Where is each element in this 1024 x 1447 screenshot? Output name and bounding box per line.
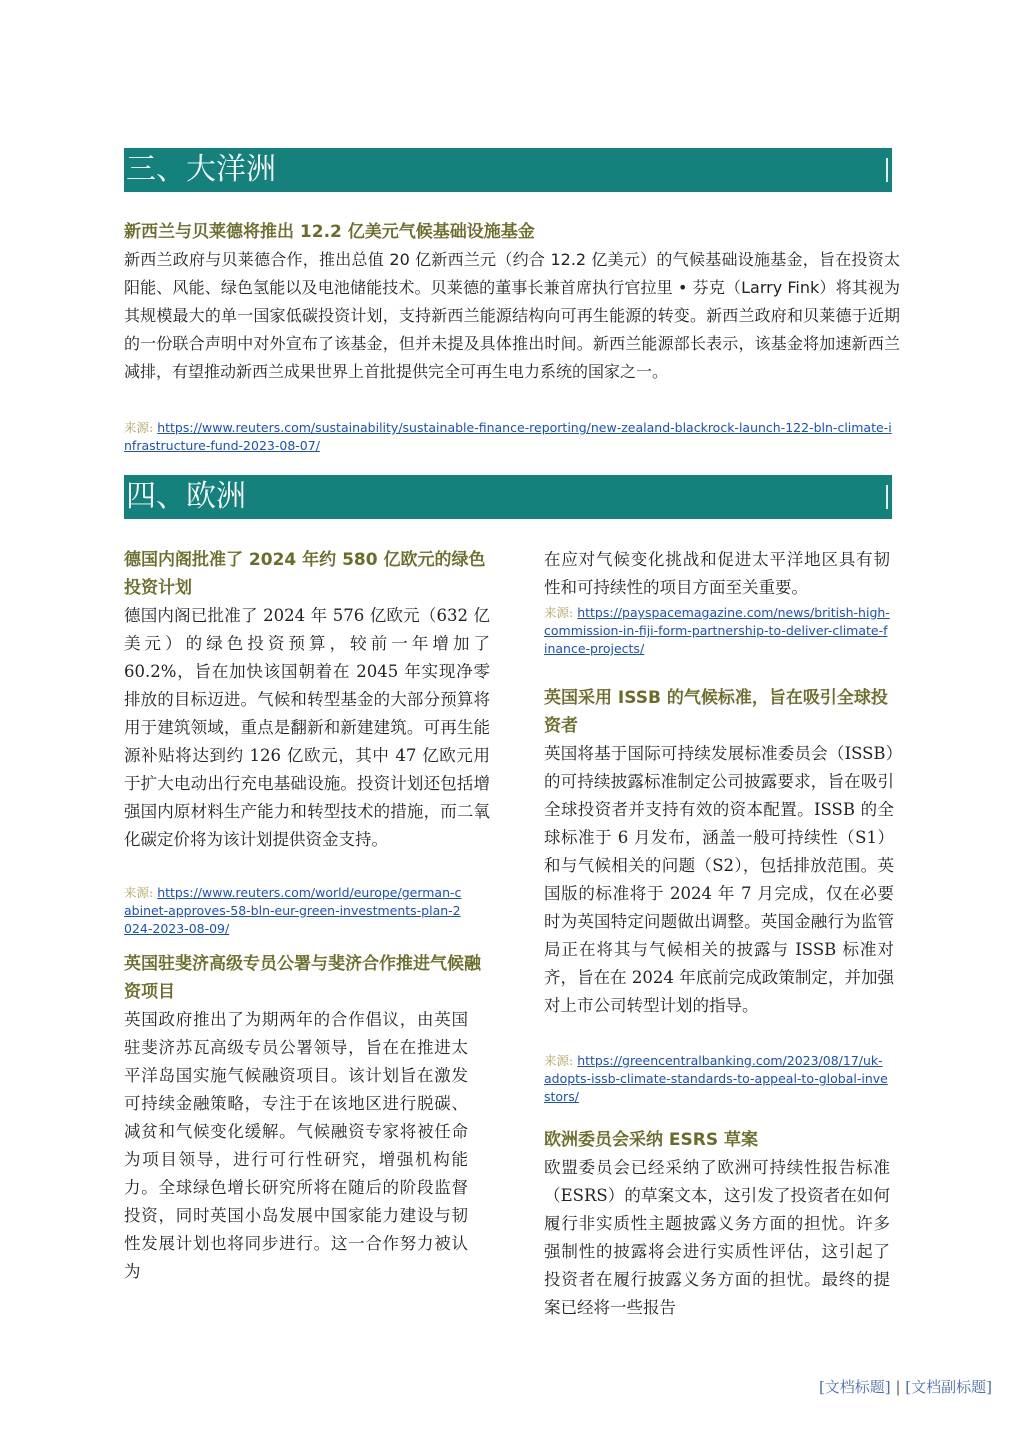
article-title-fiji: 英国驻斐济高级专员公署与斐济合作推进气候融资项目 bbox=[124, 954, 481, 1002]
source-link[interactable]: https://www.reuters.com/sustainability/sustainable-finance-reporting/new-zealand-blackrock-launch-122-bln-climate-infrastructure-fund-2023-08-07/ bbox=[124, 420, 892, 453]
source-label: 来源: bbox=[544, 1053, 574, 1068]
article-body-fiji: 英国政府推出了为期两年的合作倡议，由英国驻斐济苏瓦高级专员公署领导，旨在在推进太平洋岛国实施气候融资项目。该计划旨在激发可持续金融策略，专注于在该地区进行脱碳、减贫和气候变化缓解。气候融资专家将被任命为项目领导，进行可行性研究，增强机构能力。全球绿色增长研究所将在随后的阶段监督投资，同时英国小岛发展中国家能力建设与韧性发展计划也将同步进行。这一合作努力被认为 bbox=[124, 1010, 468, 1281]
section-heading-oceania: 三、大洋洲 bbox=[124, 148, 892, 192]
article-body-nz-fund: 新西兰政府与贝莱德合作，推出总值 20 亿新西兰元（约合 12.2 亿美元）的气候基础设施基金，旨在投资太阳能、风能、绿色氢能以及电池储能技术。贝莱德的董事长兼首席执行官拉里 • 芬克（Larry Fink）将其视为其规模最大的单一国家低碳投资计划，支持新西兰能源结构向可再生能源的转变。新西兰政府和贝莱德于近期的一份联合声明中对外宣布了该基金，但并未提及具体推出时间。新西兰能源部长表示，该基金将加速新西兰减排，有望推动新西兰成果世界上首批提供完全可再生电力系统的国家之一。 bbox=[124, 250, 900, 381]
page-footer bbox=[819, 1376, 992, 1397]
source-label: 来源: bbox=[124, 420, 154, 435]
footer-separator: | bbox=[895, 1378, 901, 1396]
section-heading-europe: 四、欧洲 bbox=[124, 475, 892, 519]
article-body-uk-issb: 英国将基于国际可持续发展标准委员会（ISSB）的可持续披露标准制定公司披露要求，旨在吸引全球投资者并支持有效的资本配置。ISSB 的全球标准于 6 月发布，涵盖一般可持续性（S1）和与气候相关的问题（S2），包括排放范围。英国版的标准将于 2024 年 7 月完成，仅在必要时为英国特定问题做出调整。英国金融行为监管局正在将其与气候相关的披露与 ISSB 标准对齐，旨在在 2024 年底前完成政策制定，并加强对上市公司转型计划的指导。 bbox=[544, 744, 894, 1015]
source-label: 来源: bbox=[544, 605, 574, 620]
article-title-nz-fund: 新西兰与贝莱德将推出 12.2 亿美元气候基础设施基金 bbox=[124, 222, 535, 242]
article-source-germany bbox=[124, 884, 464, 938]
source-link[interactable]: https://payspacemagazine.com/news/british-high-commission-in-fiji-form-partnership-to-deliver-climate-finance-projects/ bbox=[544, 605, 890, 656]
article-source-nz-fund bbox=[124, 419, 894, 455]
article-source-fiji bbox=[544, 604, 890, 658]
source-link[interactable]: https://www.reuters.com/world/europe/german-cabinet-approves-58-bln-eur-green-investments-plan-2024-2023-08-09/ bbox=[124, 885, 462, 936]
footer-doc-title: [文档标题] bbox=[818, 1378, 891, 1396]
article-body-esrs: 欧盟委员会已经采纳了欧洲可持续性报告标准（ESRS）的草案文本，这引发了投资者在如何履行非实质性主题披露义务方面的担忧。许多强制性的披露将会进行实质性评估，这引起了投资者在履行披露义务方面的担忧。最终的提案已经将一些报告 bbox=[544, 1158, 890, 1317]
source-link[interactable]: https://greencentralbanking.com/2023/08/17/uk-adopts-issb-climate-standards-to-appeal-to-global-investors/ bbox=[544, 1053, 888, 1104]
article-source-uk-issb bbox=[544, 1052, 890, 1106]
article-title-germany: 德国内阁批准了 2024 年约 580 亿欧元的绿色投资计划 bbox=[124, 550, 486, 598]
article-body-fiji-continued: 在应对气候变化挑战和促进太平洋地区具有韧性和可持续性的项目方面至关重要。 bbox=[544, 550, 890, 597]
article-title-esrs: 欧洲委员会采纳 ESRS 草案 bbox=[544, 1130, 759, 1150]
footer-doc-subtitle: [文档副标题] bbox=[905, 1378, 992, 1396]
article-title-uk-issb: 英国采用 ISSB 的气候标准，旨在吸引全球投资者 bbox=[544, 688, 888, 736]
source-label: 来源: bbox=[124, 885, 154, 900]
article-body-germany: 德国内阁已批准了 2024 年 576 亿欧元（632 亿美元）的绿色投资预算，较前一年增加了 60.2%，旨在加快该国朝着在 2045 年实现净零排放的目标迈进。气候和转型基金的大部分预算将用于建筑领域，重点是翻新和新建建筑。可再生能源补贴将达到约 126 亿欧元，其中 47 亿欧元用于扩大电动出行充电基础设施。投资计划还包括增强国内原材料生产能力和转型技术的措施，而二氧化碳定价将为该计划提供资金支持。 bbox=[124, 606, 490, 849]
